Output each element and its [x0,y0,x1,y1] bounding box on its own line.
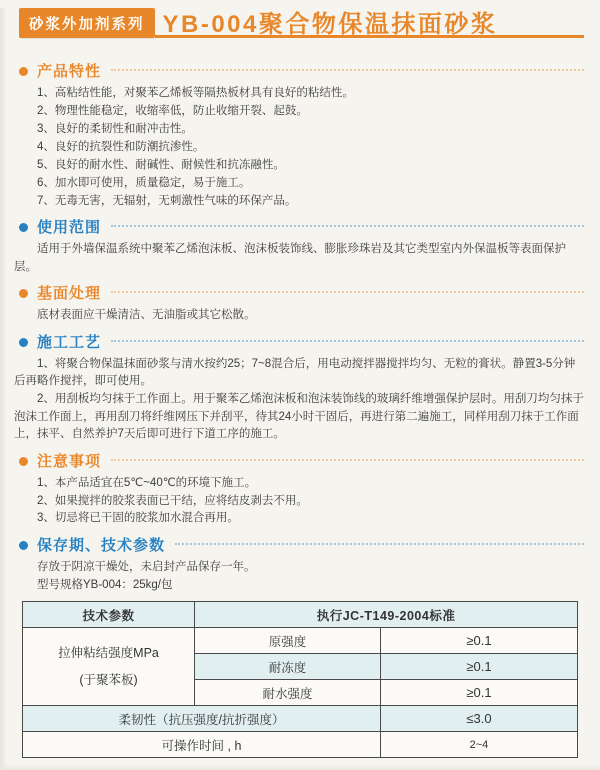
sections-container [14,62,584,594]
paragraph: 4、良好的抗裂性和防潮抗渗性。 [37,140,205,153]
section-storage-and-specs [14,536,584,594]
group-label-line1: 拉伸粘结强度MPa [58,645,159,660]
table-row [23,706,578,732]
dotted-rule [111,459,584,461]
section-construction-process [14,333,584,444]
paragraph: 2、用刮板均匀抹于工作面上。用于聚苯乙烯泡沫板和泡沫装饰线的玻璃纤维增强保护层时。用刮刀均匀抹于泡沫工作面上，再用刮刀将纤维网压下并刮平，待其24小时干固后，再进行第二遍施工，同样用刮刀抹于工作面上，抹平、自然养护7天后即可进行下道工序的施工。 [14,393,584,441]
table-cell-name: 耐水强度 [195,680,381,706]
bullet-icon [19,338,28,347]
datasheet-page [0,8,600,770]
section-product-features [14,62,584,210]
table-cell-value: ≥0.1 [380,628,577,654]
table-header-param: 技术参数 [23,602,195,628]
bullet-icon [19,457,28,466]
paragraph: 存放于阴凉干燥处，未启封产品保存一年。 [37,560,256,573]
table-cell-value: 2~4 [380,732,577,758]
section-heading-row [19,452,584,471]
section-heading: 保存期、技术参数 [37,536,166,554]
section-precautions [14,452,584,528]
scan-edge-bottom [0,763,600,770]
paragraph: 3、良好的柔韧性和耐冲击性。 [37,122,193,135]
paragraph: 1、将聚合物保温抹面砂浆与清水按约25；7~8混合后，用电动搅拌器搅拌均匀、无粒的膏状。静置3-5分钟后再略作搅拌，即可使用。 [14,357,576,388]
table-row [23,628,578,654]
page-title: YB-004聚合物保温抹面砂浆 [162,10,498,38]
section-heading: 施工工艺 [37,333,102,351]
table-cell-value: ≤3.0 [380,706,577,732]
section-application-scope [14,218,584,276]
section-heading-row [19,333,584,352]
paragraph: 1、本产品适宜在5℃~40℃的环境下施工。 [37,476,257,489]
table-cell-name: 柔韧性（抗压强度/抗折强度） [23,706,381,732]
bullet-icon [19,223,28,232]
group-label-line2: (于聚苯板) [79,673,138,688]
doc-header [19,8,584,38]
spec-table [22,601,578,758]
table-header-standard: 执行JC-T149-2004标准 [195,602,578,628]
bullet-icon [19,67,28,76]
bullet-icon [19,289,28,298]
scan-edge-left [0,8,7,770]
paragraph: 2、如果搅拌的胶浆表面已干结，应将结皮剥去不用。 [37,494,308,507]
section-heading: 注意事项 [37,452,102,470]
paragraph: 3、切忌将已干固的胶浆加水混合再用。 [37,512,239,525]
table-cell-name: 可操作时间 , h [23,732,381,758]
table-cell-name: 耐冻度 [195,654,381,680]
paragraph: 6、加水即可使用，质量稳定，易于施工。 [37,176,251,189]
table-row [23,732,578,758]
paragraph: 1、高粘结性能，对聚苯乙烯板等隔热板材具有良好的粘结性。 [37,87,354,99]
dotted-rule [175,543,584,545]
dotted-rule [111,340,584,342]
section-heading-row [19,284,584,303]
paragraph: 2、物理性能稳定，收缩率低，防止收缩开裂、起鼓。 [37,104,308,117]
paragraph: 型号规格YB-004：25kg/包 [37,578,173,591]
series-badge: 砂浆外加剂系列 [19,8,155,38]
section-heading-row [19,218,584,237]
section-substrate-preparation [14,284,584,324]
section-heading: 使用范围 [37,219,102,237]
paragraph: 底材表面应干燥清洁、无油脂或其它松散。 [37,309,256,322]
table-cell-value: ≥0.1 [380,680,577,706]
paragraph: 7、无毒无害，无辐射，无刺激性气味的环保产品。 [37,194,297,207]
section-heading-row [19,62,584,81]
bullet-icon [19,541,28,550]
section-heading: 基面处理 [37,285,102,303]
dotted-rule [111,291,584,293]
section-heading-row [19,536,584,555]
table-group-label [23,628,195,706]
table-header-row [23,602,578,628]
dotted-rule [111,69,584,71]
table-cell-value: ≥0.1 [380,654,577,680]
section-heading: 产品特性 [37,63,102,80]
dotted-rule [111,225,584,227]
paragraph: 适用于外墙保温系统中聚苯乙烯泡沫板、泡沫板装饰线、膨胀珍珠岩及其它类型室内外保温板等表面保护层。 [14,243,566,273]
paragraph: 5、良好的耐水性、耐碱性、耐候性和抗冻融性。 [37,158,285,171]
table-cell-name: 原强度 [195,628,381,654]
title-underline [155,8,585,38]
